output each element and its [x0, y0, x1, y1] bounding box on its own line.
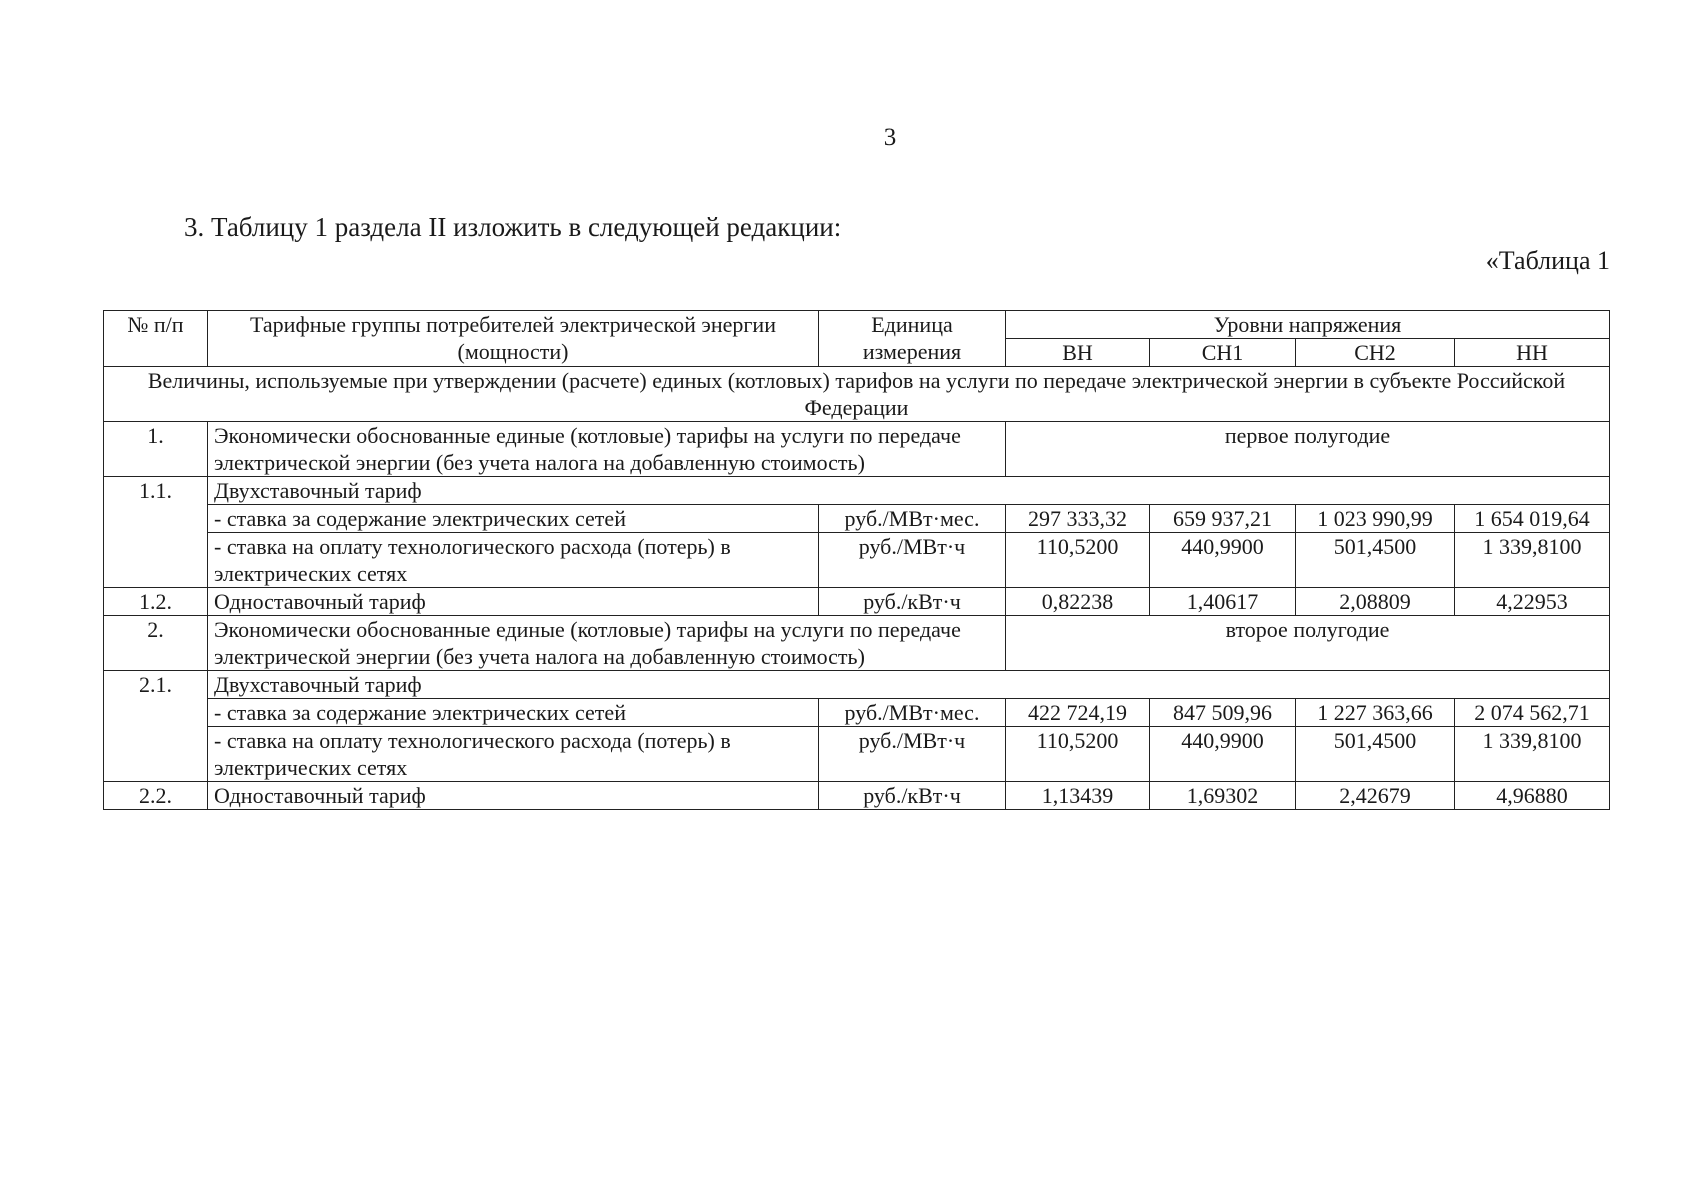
- row-unit: руб./МВт·мес.: [819, 505, 1006, 533]
- row-unit: руб./кВт·ч: [819, 588, 1006, 616]
- value-cell: 1,13439: [1006, 782, 1150, 810]
- period-label: второе полугодие: [1006, 616, 1610, 671]
- value-cell: 0,82238: [1006, 588, 1150, 616]
- value-cell: 1,40617: [1150, 588, 1296, 616]
- row-title: Экономически обоснованные единые (котловые) тарифы на услуги по передаче электрической энергии (без учета налога на добавленную стоимость): [208, 422, 1006, 477]
- table-header-row: [104, 311, 1610, 339]
- header-level-vn: ВН: [1006, 339, 1150, 367]
- value-cell: 1 339,8100: [1455, 727, 1610, 782]
- table-row: [104, 671, 1610, 699]
- value-cell: 501,4500: [1296, 727, 1455, 782]
- value-cell: 1 023 990,99: [1296, 505, 1455, 533]
- header-voltage-levels: Уровни напряжения: [1006, 311, 1610, 339]
- value-cell: 440,9900: [1150, 727, 1296, 782]
- value-cell: 440,9900: [1150, 533, 1296, 588]
- header-level-nn: НН: [1455, 339, 1610, 367]
- row-label: - ставка за содержание электрических сетей: [208, 699, 819, 727]
- value-cell: 1,69302: [1150, 782, 1296, 810]
- row-num: 1.2.: [104, 588, 208, 616]
- row-label: - ставка за содержание электрических сетей: [208, 505, 819, 533]
- row-label: - ставка на оплату технологического расхода (потерь) в электрических сетях: [208, 727, 819, 782]
- row-unit: руб./кВт·ч: [819, 782, 1006, 810]
- header-group: Тарифные группы потребителей электрической энергии (мощности): [208, 311, 819, 367]
- page-number: 3: [883, 124, 897, 151]
- value-cell: 110,5200: [1006, 533, 1150, 588]
- header-level-sn2: СН2: [1296, 339, 1455, 367]
- value-cell: 501,4500: [1296, 533, 1455, 588]
- table-caption: «Таблица 1: [1485, 246, 1610, 275]
- value-cell: 659 937,21: [1150, 505, 1296, 533]
- table-row: [104, 782, 1610, 810]
- row-num: 2.: [104, 616, 208, 671]
- table-row: [104, 588, 1610, 616]
- tariff-table: [103, 310, 1610, 810]
- value-cell: 1 227 363,66: [1296, 699, 1455, 727]
- table-row: [104, 699, 1610, 727]
- table-row: [104, 477, 1610, 505]
- section-title: Величины, используемые при утверждении (расчете) единых (котловых) тарифов на услуги по передаче электрической энергии в субъекте Российской Федерации: [104, 367, 1610, 422]
- header-num: № п/п: [104, 311, 208, 367]
- value-cell: 4,22953: [1455, 588, 1610, 616]
- row-num: 2.2.: [104, 782, 208, 810]
- row-num: 1.1.: [104, 477, 208, 588]
- table-row: [104, 505, 1610, 533]
- value-cell: 2,42679: [1296, 782, 1455, 810]
- value-cell: 4,96880: [1455, 782, 1610, 810]
- value-cell: 2 074 562,71: [1455, 699, 1610, 727]
- value-cell: 847 509,96: [1150, 699, 1296, 727]
- row-unit: руб./МВт·мес.: [819, 699, 1006, 727]
- value-cell: 297 333,32: [1006, 505, 1150, 533]
- table-row: [104, 533, 1610, 588]
- section-title-row: [104, 367, 1610, 422]
- period-label: первое полугодие: [1006, 422, 1610, 477]
- intro-paragraph: 3. Таблицу 1 раздела II изложить в следующей редакции:: [184, 212, 842, 242]
- table-row: [104, 422, 1610, 477]
- value-cell: 422 724,19: [1006, 699, 1150, 727]
- row-label: - ставка на оплату технологического расхода (потерь) в электрических сетях: [208, 533, 819, 588]
- row-unit: руб./МВт·ч: [819, 533, 1006, 588]
- row-num: 1.: [104, 422, 208, 477]
- row-label: Одноставочный тариф: [208, 782, 819, 810]
- table-row: [104, 727, 1610, 782]
- row-unit: руб./МВт·ч: [819, 727, 1006, 782]
- row-label: Одноставочный тариф: [208, 588, 819, 616]
- row-label: Двухставочный тариф: [208, 477, 1610, 505]
- header-unit: Единица измерения: [819, 311, 1006, 367]
- value-cell: 1 339,8100: [1455, 533, 1610, 588]
- row-label: Двухставочный тариф: [208, 671, 1610, 699]
- value-cell: 110,5200: [1006, 727, 1150, 782]
- table-row: [104, 616, 1610, 671]
- value-cell: 2,08809: [1296, 588, 1455, 616]
- row-num: 2.1.: [104, 671, 208, 782]
- value-cell: 1 654 019,64: [1455, 505, 1610, 533]
- header-level-sn1: СН1: [1150, 339, 1296, 367]
- row-title: Экономически обоснованные единые (котловые) тарифы на услуги по передаче электрической энергии (без учета налога на добавленную стоимость): [208, 616, 1006, 671]
